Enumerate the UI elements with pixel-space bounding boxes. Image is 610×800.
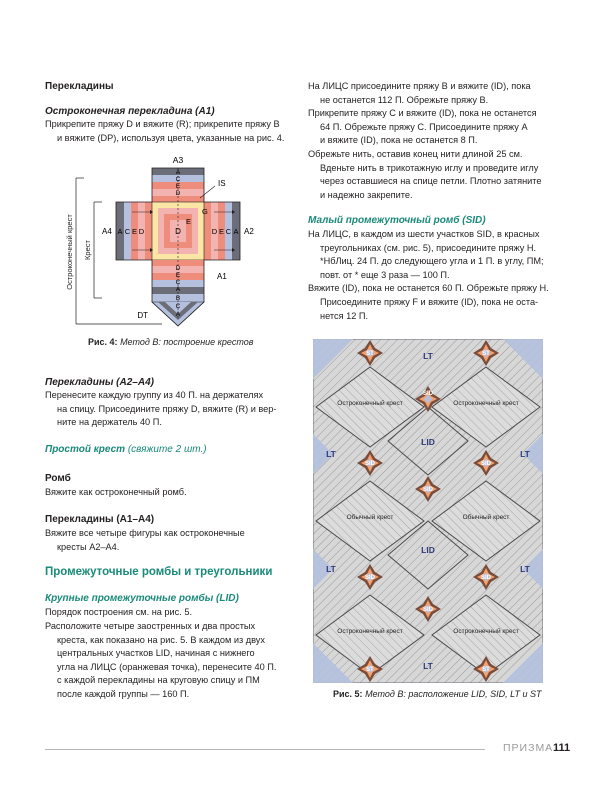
footer-rule (45, 749, 485, 750)
lid-text-2 (45, 620, 300, 702)
label-lt: LT (520, 449, 530, 459)
a2a4-heading: Перекладины (А2–А4) (45, 377, 154, 388)
crossbars-heading: Перекладины (45, 81, 114, 92)
label-simple-cross: Обычный крест (346, 514, 394, 521)
lid-text-1: Порядок построения см. на рис. 5. (45, 607, 193, 617)
label-lt: LT (326, 564, 336, 574)
text-line: Присоедините пряжу F и вяжите (ID), пока не оста- (320, 296, 539, 307)
letter-right: C (225, 227, 232, 236)
letter-left: C (124, 227, 131, 236)
text-line: Вяжите все четыре фигуры как остроконечные (45, 528, 245, 538)
text-line: угла на ЛИЦС (оранжевая точка), перенесите 40 П. (57, 661, 277, 672)
label-lt: LT (423, 661, 433, 671)
sid-heading: Малый промежуточный ромб (SID) (308, 215, 486, 226)
figure-4-cross-construction (62, 150, 292, 330)
caption-label: Рис. 4: (88, 337, 118, 347)
text-line: не останется 112 П. Обрежьте пряжу B. (320, 94, 489, 105)
letter-left: A (117, 227, 123, 236)
text-line: Расположите четыре заостренных и два простых (45, 621, 256, 631)
pointed-crossbar-heading: Остроконечная перекладина (А1) (45, 106, 215, 117)
label-sid: SID (480, 575, 492, 581)
label-a2: A2 (244, 227, 254, 236)
label-st: ST (482, 667, 490, 673)
letter-bottom: B (175, 295, 181, 302)
text-line: 64 П. Обрежьте пряжу C. Присоедините пряжу A (320, 121, 528, 132)
letter-top: A (175, 169, 181, 176)
text-line: Перенесите каждую группу из 40 П. на держателях (45, 390, 264, 400)
text-line: Вяжите (ID), пока не останется 60 П. Обрежьте пряжу H. (308, 283, 549, 294)
label-pointed-cross: Остроконечный крест (337, 628, 403, 635)
caption-text: Метод B: расположение LID, SID, LT и ST (365, 689, 542, 699)
label-simple-cross: Обычный крест (462, 514, 510, 521)
label-sid: SID (364, 575, 376, 581)
label-sid: SID (480, 461, 492, 467)
text-line: центральных участков LID, начиная с нижнего (57, 648, 255, 659)
figure-4-caption (88, 337, 253, 347)
letter-top: D (175, 190, 181, 197)
intermediate-heading: Промежуточные ромбы и треугольники (45, 566, 273, 578)
text-line: через оставшиеся на спице петли. Плотно затяните (320, 176, 542, 187)
figure-5-caption (333, 689, 542, 699)
label-pointed-cross: Остроконечный крест (337, 400, 403, 407)
text-line: и вяжите (DP), используя цвета, указанные на рис. 4. (57, 132, 285, 143)
text-line: треугольниках (см. рис. 5), присоедините пряжу H. (320, 242, 537, 253)
text-line: с каждой перекладины на круговую спицу и ПМ (57, 675, 260, 686)
text-line: Прикрепите пряжу D и вяжите (R); прикрепите пряжу B (45, 119, 280, 129)
footer-magazine-name: ПРИЗМА (503, 742, 554, 754)
label-a3: A3 (172, 155, 184, 165)
text-line: Прикрепите пряжу C и вяжите (ID), пока не останется (308, 108, 537, 119)
text-line: Обрежьте нить, оставив конец нити длиной 25 см. (308, 148, 523, 159)
label-g: G (202, 207, 208, 216)
letter-bottom: A (175, 286, 181, 293)
text-line: и надежно закрепите. (320, 189, 413, 200)
label-d: D (175, 227, 181, 236)
text-line: ните на держатель 40 П. (57, 417, 162, 428)
letter-bottom: E (175, 272, 181, 279)
label-sid: SID (422, 391, 434, 397)
letter-left: E (131, 227, 138, 236)
label-sid: SID (422, 487, 434, 493)
letter-right: E (218, 227, 225, 236)
simple-cross-heading (45, 443, 207, 457)
a1a4-heading: Перекладины (А1–А4) (45, 514, 155, 525)
text-line: кресты А2–А4. (57, 541, 120, 552)
text-line: и вяжите (ID), пока не останется 8 П. (320, 135, 478, 146)
text-line: На ЛИЦС, в каждом из шести участков SID, в красных (308, 229, 540, 239)
letter-top: E (175, 183, 181, 190)
label-lt: LT (423, 351, 433, 361)
caption-text: Метод B: построение крестов (120, 337, 254, 347)
text-line: креста, как показано на рис. 5. В каждом из двух (57, 634, 265, 645)
pointed-crossbar-text (45, 118, 295, 145)
page-number: 111 (553, 742, 571, 754)
letter-bottom: A (175, 311, 181, 318)
label-is: IS (218, 179, 226, 188)
lid-heading: Крупные промежуточные ромбы (LID) (45, 593, 239, 604)
right-paragraph-1 (308, 80, 568, 202)
right-paragraph-sid (308, 228, 570, 323)
label-st: ST (366, 667, 374, 673)
label-st: ST (482, 351, 490, 357)
text-line: нется 12 П. (320, 310, 369, 321)
label-cross: Крест (83, 240, 92, 260)
text-line: повт. от * еще 3 раза — 100 П. (320, 269, 450, 280)
text-line: на спицу. Присоедините пряжу D, вяжите (R) и вер- (57, 403, 277, 414)
label-a1: A1 (217, 272, 227, 281)
label-pointed-cross: Остроконечный крест (453, 628, 519, 635)
romb-text: Вяжите как остроконечный ромб. (45, 487, 187, 497)
label-st: ST (366, 351, 374, 357)
a1a4-text (45, 527, 295, 554)
label-e: E (186, 217, 192, 226)
label-sid: SID (364, 461, 376, 467)
simple-cross-note: (свяжите 2 шт.) (127, 444, 207, 455)
letter-right: A (233, 227, 239, 236)
simple-cross-title: Простой крест (45, 444, 126, 455)
romb-heading: Ромб (45, 473, 71, 484)
label-pointed-cross: Остроконечный крест (65, 214, 74, 290)
label-a4: A4 (102, 227, 112, 236)
label-sid: SID (422, 607, 434, 613)
letter-left: D (138, 227, 145, 236)
letter-right: D (211, 227, 218, 236)
letter-top: C (175, 176, 181, 183)
label-lid: LID (421, 545, 435, 555)
text-line: *НбЛиц. 24 П. до следующего угла и 1 П. в углу, ПМ; (320, 256, 544, 267)
figure-5-layout (313, 339, 543, 683)
letter-bottom: C (175, 279, 181, 286)
text-line: Вденьте нить в трикотажную иглу и проведите иглу (320, 162, 539, 173)
letter-bottom: D (175, 265, 181, 272)
text-line: после каждой группы — 160 П. (57, 688, 190, 699)
label-dt: DT (137, 311, 148, 320)
label-lt: LT (326, 449, 336, 459)
label-pointed-cross: Остроконечный крест (453, 400, 519, 407)
caption-label: Рис. 5: (333, 689, 363, 699)
label-lt: LT (520, 564, 530, 574)
text-line: На ЛИЦС присоедините пряжу B и вяжите (ID), пока (308, 81, 531, 91)
label-lid: LID (421, 437, 435, 447)
a2a4-text (45, 389, 295, 430)
letter-bottom: C (175, 303, 181, 310)
